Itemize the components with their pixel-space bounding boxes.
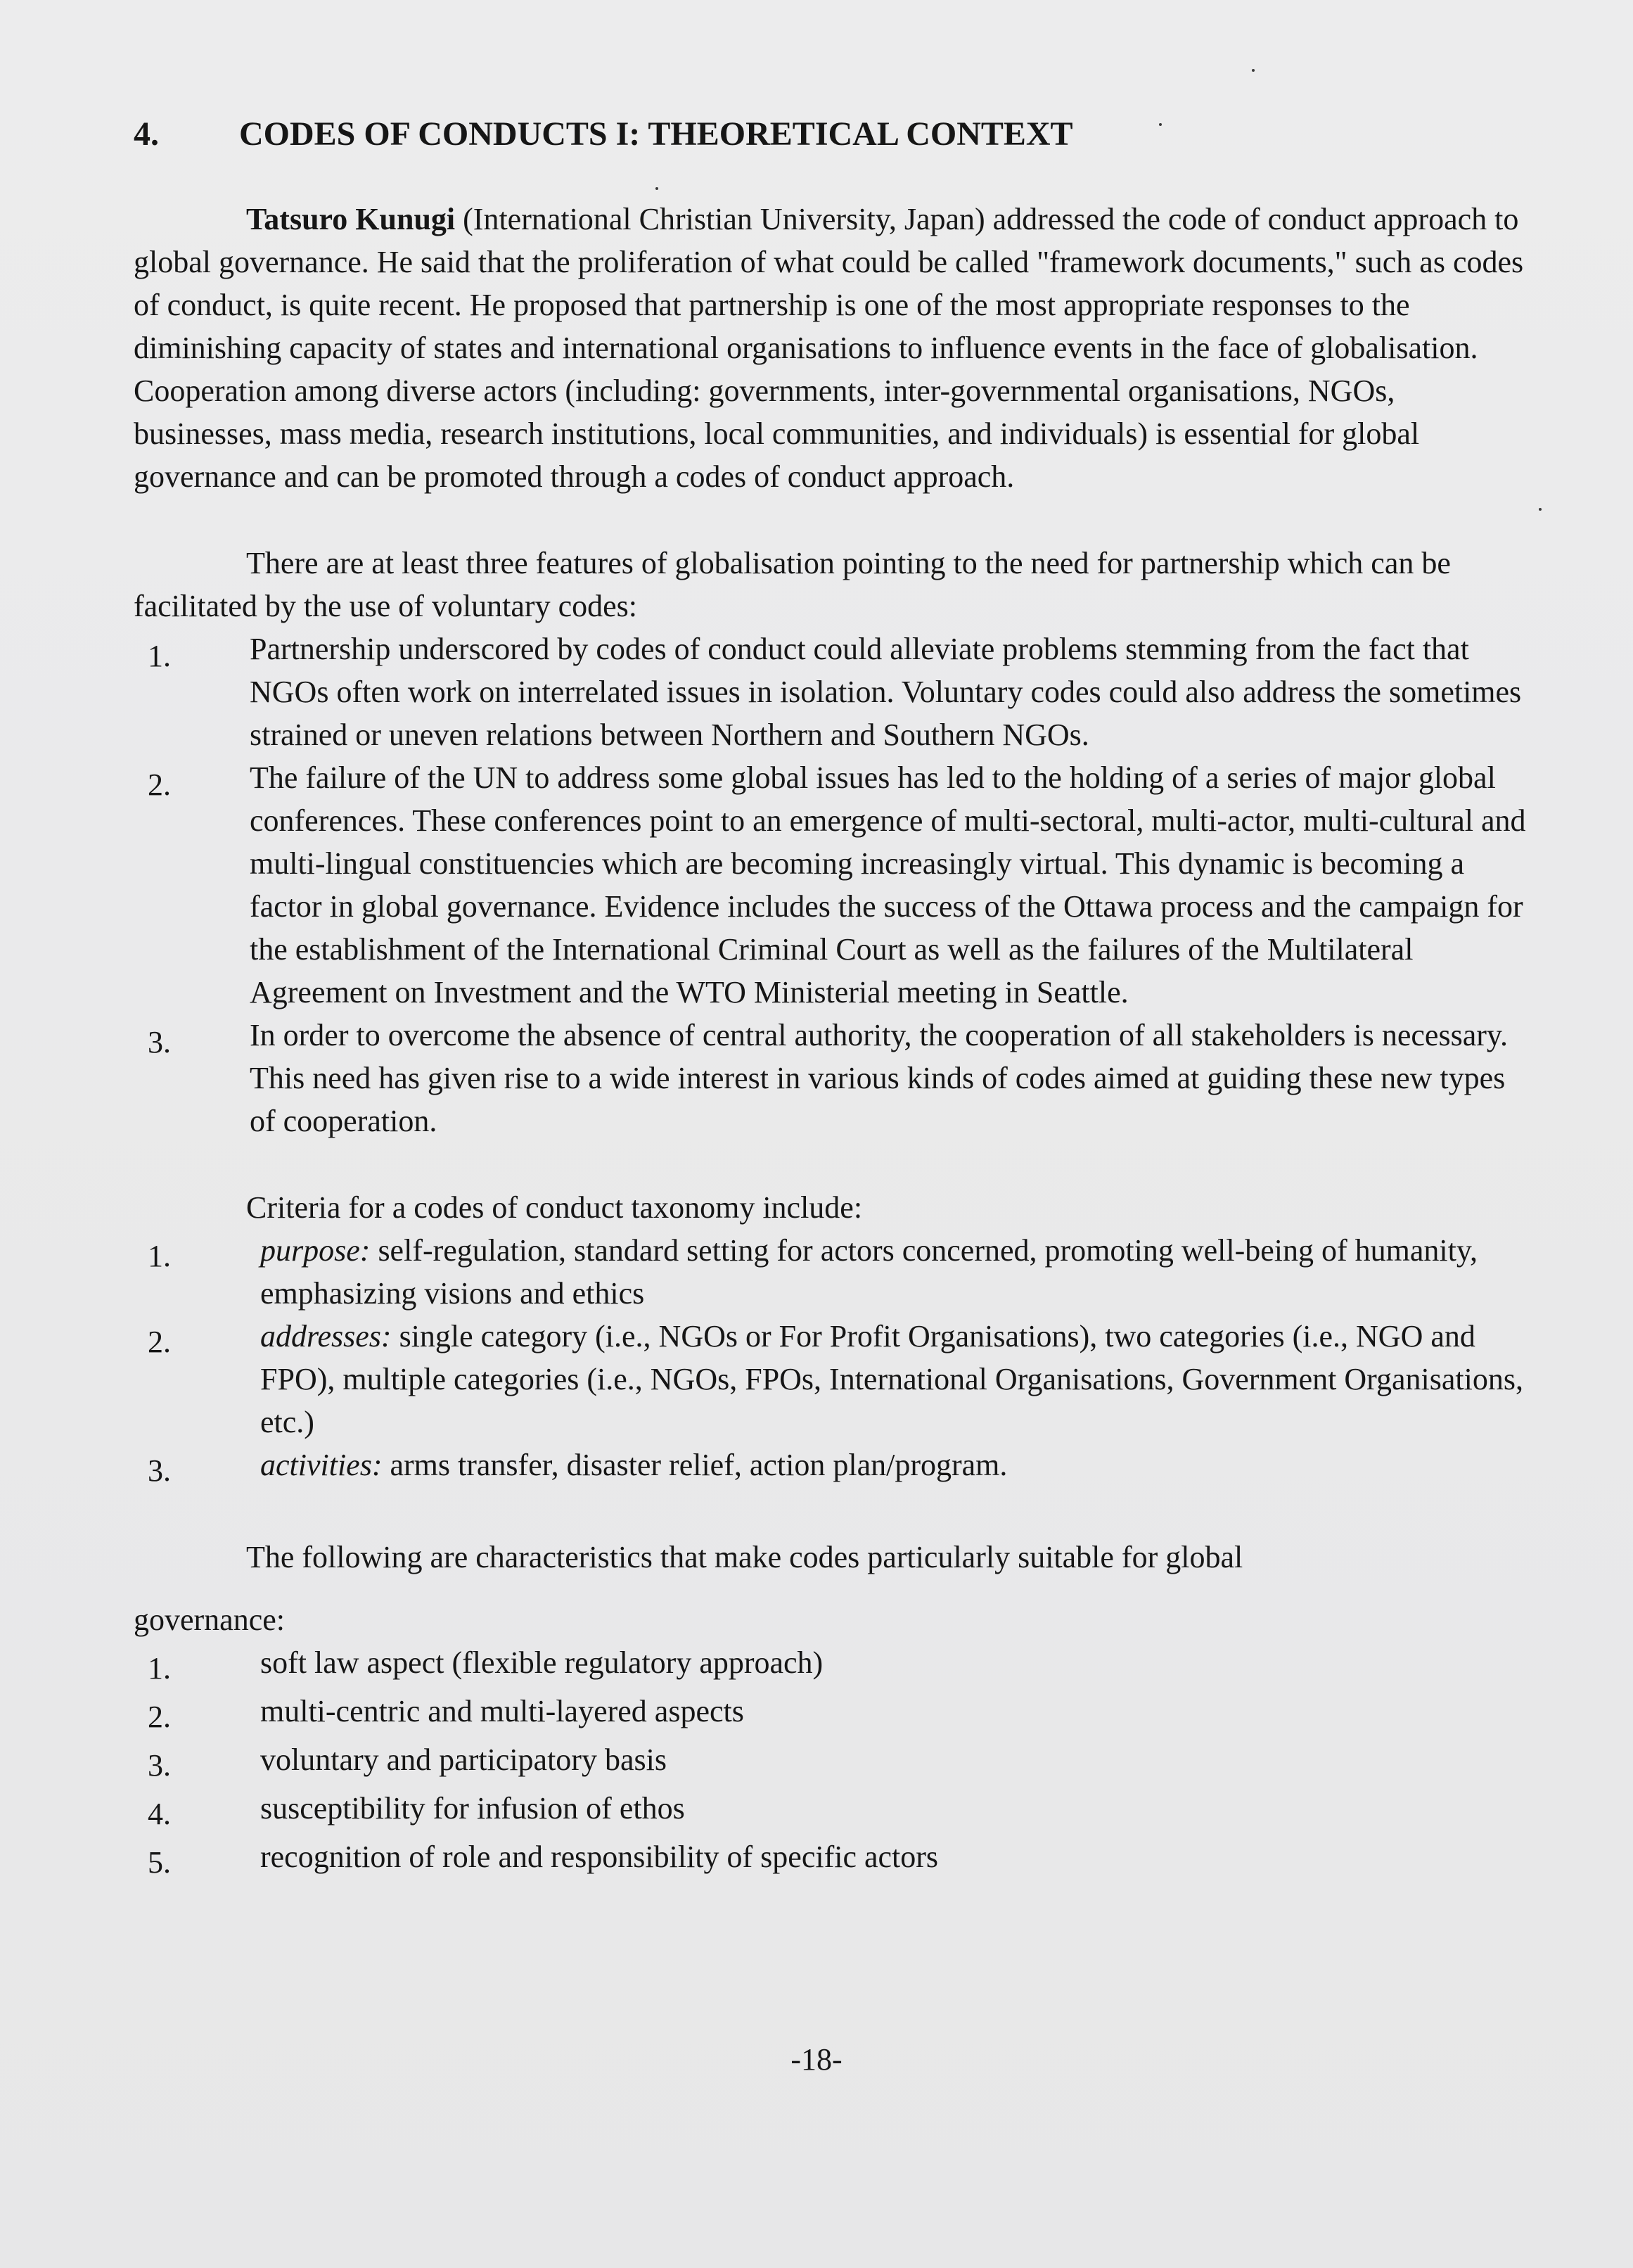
list-text <box>260 1315 1533 1444</box>
list-text <box>260 1444 1533 1486</box>
characteristics-lead: The following are characteristics that make codes particularly suitable for global <box>246 1540 1243 1574</box>
page-number: -18- <box>790 2042 843 2077</box>
criteria-term: purpose: <box>260 1233 371 1268</box>
list-item <box>134 1787 1533 1835</box>
page-content <box>134 113 1533 1884</box>
list-number: 5. <box>148 1845 171 1880</box>
list-number: 2. <box>148 1700 171 1734</box>
list-number: 1. <box>148 639 171 673</box>
intro-paragraph <box>134 198 1533 498</box>
list-number: 3. <box>148 1748 171 1783</box>
list-item <box>134 1014 1533 1142</box>
criteria-term: activities: <box>260 1448 383 1482</box>
list-item <box>134 1835 1533 1884</box>
list-item <box>134 756 1533 1014</box>
list-item <box>134 627 1533 756</box>
criteria-lead: Criteria for a codes of conduct taxonomy include: <box>246 1190 863 1225</box>
list-number: 1. <box>148 1651 171 1686</box>
scan-speck <box>1539 508 1542 511</box>
list-text: Partnership underscored by codes of conduct could alleviate problems stemming from the fact that NGOs often work on interrelated issues in isolation. Voluntary codes could also address the sometimes strained or uneven relations between Northern and Southern NGOs. <box>250 632 1522 752</box>
list-number: 2. <box>148 767 171 802</box>
list-item <box>134 1641 1533 1690</box>
section-title: CODES OF CONDUCTS I: THEORETICAL CONTEXT <box>239 115 1073 153</box>
scan-speck <box>1252 69 1255 72</box>
criteria-term: addresses: <box>260 1319 392 1353</box>
list-text: The failure of the UN to address some global issues has led to the holding of a series of major global conferences. These conferences point to an emergence of multi-sectoral, multi-actor, multi-cultural and multi-lingual constituencies which are becoming increasingly virtual. This dynamic is becoming a factor in global governance. Evidence includes the success of the Ottawa process and the campaign for the establishment of the International Criminal Court as well as the failures of the Multilateral Agreement on Investment and the WTO Ministerial meeting in Seattle. <box>250 760 1526 1009</box>
characteristics-list <box>134 1641 1533 1884</box>
list-number: 4. <box>148 1797 171 1831</box>
list-number: 3. <box>148 1025 171 1059</box>
list-text <box>260 1229 1533 1315</box>
list-number: 2. <box>148 1325 171 1359</box>
section-number: 4. <box>134 115 159 153</box>
list-item <box>134 1229 1533 1315</box>
list-number: 1. <box>148 1239 171 1273</box>
speaker-name: Tatsuro Kunugi <box>246 202 456 236</box>
list-item <box>134 1444 1533 1492</box>
intro-text: (International Christian University, Japan) addressed the code of conduct approach to global governance. He said that the proliferation of what could be called "framework documents," such as codes of conduct, is quite recent. He proposed that partnership is one of the most appropriate responses to the diminishing capacity of states and international organisations to influence events in the face of globalisation. Cooperation among diverse actors (including: governments, inter-governmental organisations, NGOs, businesses, mass media, research institutions, local communities, and individuals) is essential for global governance and can be promoted through a codes of conduct approach. <box>134 202 1524 494</box>
criteria-desc: arms transfer, disaster relief, action plan/program. <box>382 1448 1008 1482</box>
features-list <box>134 627 1533 1142</box>
criteria-desc: self-regulation, standard setting for actors concerned, promoting well-being of humanity, emphasizing visions and ethics <box>260 1233 1478 1311</box>
list-item <box>134 1738 1533 1787</box>
characteristics-lead-continued: governance: <box>134 1603 285 1637</box>
list-text: multi-centric and multi-layered aspects <box>260 1694 744 1728</box>
criteria-list <box>134 1229 1533 1492</box>
list-text: recognition of role and responsibility of specific actors <box>260 1840 939 1874</box>
section-heading <box>134 113 1533 155</box>
list-text: voluntary and participatory basis <box>260 1743 667 1777</box>
list-text: In order to overcome the absence of central authority, the cooperation of all stakeholders is necessary. This need has given rise to a wide interest in various kinds of codes aimed at guiding these new types of cooperation. <box>250 1018 1509 1138</box>
list-item <box>134 1315 1533 1444</box>
list-item <box>134 1690 1533 1738</box>
list-number: 3. <box>148 1453 171 1488</box>
criteria-desc: single category (i.e., NGOs or For Profit Organisations), two categories (i.e., NGO and FPO), multiple categories (i.e., NGOs, FPOs, International Organisations, Government Organisations, etc.) <box>260 1319 1524 1439</box>
list-text: soft law aspect (flexible regulatory approach) <box>260 1645 824 1680</box>
features-lead: There are at least three features of globalisation pointing to the need for partnership which can be facilitated by the use of voluntary codes: <box>134 546 1451 623</box>
list-text: susceptibility for infusion of ethos <box>260 1791 685 1826</box>
